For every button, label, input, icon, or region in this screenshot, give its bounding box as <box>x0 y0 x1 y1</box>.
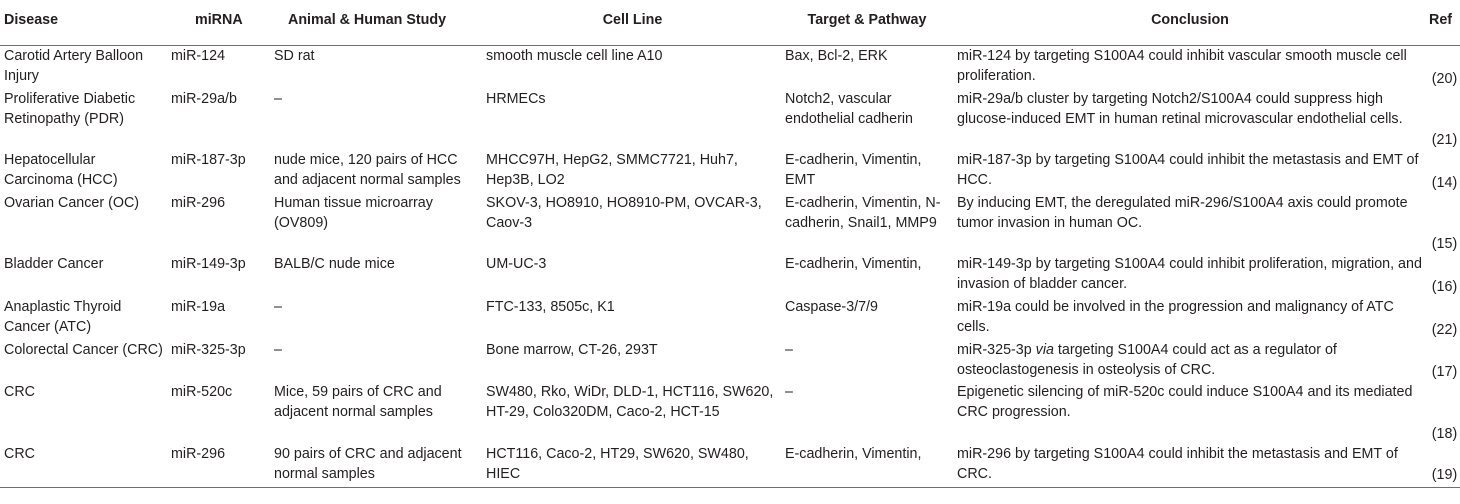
table-row <box>0 382 1460 444</box>
cell-conclusion <box>951 193 1429 254</box>
cell-conclusion <box>951 150 1429 193</box>
cell-study: SD rat <box>274 48 315 64</box>
cell-study: 90 pairs of CRC and adjacent normal samples <box>272 444 482 488</box>
header-target: Target & Pathway <box>783 0 951 46</box>
cell-cell-line: smooth muscle cell line A10 <box>486 48 663 64</box>
cell-mirna: miR-29a/b <box>171 90 237 107</box>
header-row <box>0 0 1460 46</box>
conclusion-text: miR-187-3p by targeting S100A4 could inhibit the metastasis and EMT of HCC. <box>957 151 1419 188</box>
header-cell-line: Cell Line <box>482 0 783 46</box>
cell-disease: Ovarian Cancer (OC) <box>4 194 140 211</box>
cell-mirna: miR-187-3p <box>171 151 246 168</box>
cell-study: Mice, 59 pairs of CRC and adjacent normal samples <box>274 383 442 420</box>
cell-cell-line: SKOV-3, HO8910, HO8910-PM, OVCAR-3, Caov-3 <box>486 194 762 231</box>
cell-ref: (16) <box>1431 278 1458 295</box>
table-row <box>0 297 1460 340</box>
cell-cell-line: MHCC97H, HepG2, SMMC7721, Huh7, Hep3B, LO2 <box>486 151 738 188</box>
cell-ref: (17) <box>1431 363 1458 380</box>
conclusion-text: miR-149-3p by targeting S100A4 could inhibit proliferation, migration, and invasion of bladder cancer. <box>957 255 1422 292</box>
cell-ref: (21) <box>1431 131 1458 148</box>
cell-target: Caspase-3/7/9 <box>785 298 878 315</box>
conclusion-text: miR-29a/b cluster by targeting Notch2/S100A4 could suppress high glucose-induced EMT in human retinal microvascular endothelial cells. <box>957 90 1403 127</box>
cell-study: – <box>274 90 282 107</box>
cell-mirna: miR-520c <box>171 383 233 400</box>
table-row <box>0 340 1460 382</box>
cell-target: – <box>785 341 793 358</box>
cell-conclusion <box>951 382 1429 444</box>
cell-target: E-cadherin, Vimentin, EMT <box>785 151 922 188</box>
header-study: Animal & Human Study <box>272 0 482 46</box>
table-row <box>0 46 1460 89</box>
cell-target: E-cadherin, Vimentin, <box>783 444 951 488</box>
cell-ref: (15) <box>1431 235 1458 252</box>
cell-cell-line: UM-UC-3 <box>486 255 547 272</box>
cell-ref: (22) <box>1431 321 1458 338</box>
conclusion-text: miR-124 by targeting S100A4 could inhibit vascular smooth muscle cell proliferation. <box>957 48 1407 84</box>
cell-target: E-cadherin, Vimentin, <box>785 255 922 272</box>
conclusion-text: miR-296 by targeting S100A4 could inhibit the metastasis and EMT of CRC. <box>957 445 1398 482</box>
cell-target: E-cadherin, Vimentin, N-cadherin, Snail1, MMP9 <box>785 194 941 231</box>
cell-mirna: miR-149-3p <box>171 255 246 272</box>
cell-study: nude mice, 120 pairs of HCC and adjacent normal samples <box>274 151 461 188</box>
cell-ref: (20) <box>1431 70 1458 87</box>
cell-conclusion <box>951 89 1429 150</box>
cell-target: Bax, Bcl-2, ERK <box>785 48 888 64</box>
header-conclusion: Conclusion <box>951 0 1429 46</box>
cell-disease: CRC <box>0 444 167 488</box>
cell-target: – <box>785 383 793 400</box>
header-disease: Disease <box>0 0 167 46</box>
cell-conclusion <box>951 46 1429 89</box>
conclusion-text: By inducing EMT, the deregulated miR-296/S100A4 axis could promote tumor invasion in human OC. <box>957 194 1408 231</box>
cell-mirna: miR-325-3p <box>171 341 246 358</box>
cell-ref: (14) <box>1431 174 1458 191</box>
cell-disease: Hepatocellular Carcinoma (HCC) <box>4 151 118 188</box>
cell-disease: Proliferative Diabetic Retinopathy (PDR) <box>4 90 136 127</box>
cell-cell-line: Bone marrow, CT-26, 293T <box>486 341 658 358</box>
header-mirna: miRNA <box>167 0 272 46</box>
table-row <box>0 444 1460 488</box>
cell-conclusion <box>951 297 1429 340</box>
cell-target: Notch2, vascular endothelial cadherin <box>785 90 913 127</box>
conclusion-text: miR-325-3p <box>957 341 1036 358</box>
cell-cell-line: SW480, Rko, WiDr, DLD-1, HCT116, SW620, HT-29, Colo320DM, Caco-2, HCT-15 <box>486 383 774 420</box>
cell-disease: Bladder Cancer <box>4 255 104 272</box>
cell-conclusion <box>951 444 1429 488</box>
cell-ref: (18) <box>1431 425 1458 442</box>
cell-disease: Colorectal Cancer (CRC) <box>4 341 163 358</box>
cell-study: BALB/C nude mice <box>274 255 395 272</box>
cell-ref: (19) <box>1429 444 1460 488</box>
cell-disease: Anaplastic Thyroid Cancer (ATC) <box>4 298 122 335</box>
cell-cell-line: HCT116, Caco-2, HT29, SW620, SW480, HIEC <box>482 444 783 488</box>
cell-study: Human tissue microarray (OV809) <box>274 194 433 231</box>
cell-disease: CRC <box>4 383 35 400</box>
cell-mirna: miR-296 <box>167 444 272 488</box>
cell-mirna: miR-19a <box>171 298 226 315</box>
header-ref: Ref <box>1429 0 1460 46</box>
conclusion-text-continued: targeting S100A4 could act as a regulator of osteoclastogenesis in osteolysis of CRC. <box>957 341 1337 378</box>
cell-study: – <box>274 341 282 358</box>
cell-cell-line: FTC-133, 8505c, K1 <box>486 298 615 315</box>
conclusion-text: Epigenetic silencing of miR-520c could induce S100A4 and its mediated CRC progression. <box>957 383 1413 420</box>
cell-disease: Carotid Artery Balloon Injury <box>4 48 144 84</box>
cell-study: – <box>274 298 282 315</box>
cell-conclusion <box>951 340 1429 382</box>
conclusion-italic-text: via <box>1035 341 1054 358</box>
cell-conclusion <box>951 254 1429 297</box>
table-body <box>0 46 1460 488</box>
cell-mirna: miR-296 <box>171 194 226 211</box>
table-row <box>0 89 1460 150</box>
cell-mirna: miR-124 <box>171 48 226 64</box>
cell-cell-line: HRMECs <box>486 90 546 107</box>
table-row <box>0 150 1460 193</box>
conclusion-text: miR-19a could be involved in the progression and malignancy of ATC cells. <box>957 298 1394 335</box>
table-row <box>0 254 1460 297</box>
table-row <box>0 193 1460 254</box>
